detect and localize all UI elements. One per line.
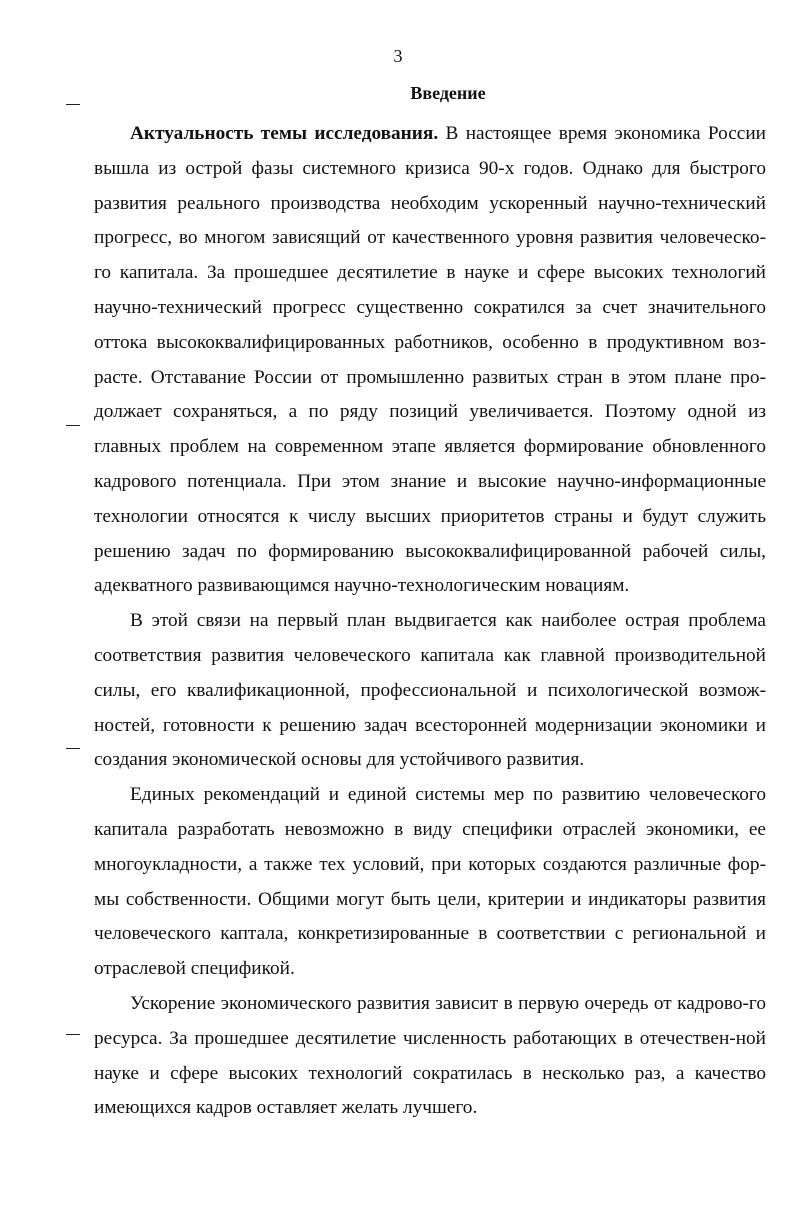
paragraph xyxy=(94,117,766,604)
margin-mark xyxy=(66,104,80,105)
paragraph: В этой связи на первый план выдвигается как наиболее острая проблема соответствия развития человеческого капитала как главной производительной силы, его квалификационной, профессиональной и психологической возмож-ностей, готовности к решению задач всесторонней модернизации экономики и создания экономической основы для устойчивого развития. xyxy=(94,610,766,771)
paragraph-text: В настоящее время экономика России вышла из острой фазы системного кризиса 90-х годов. Однако для быстрого развития реального производства необходим ускоренный научно-технический прогресс, во многом зависящий от качественного уровня развития человеческо-го капитала. За прошедшее десятилетие в науке и сфере высоких технологий научно-технический прогресс существенно сократился за счет значительного оттока высококвалифицированных работников, особенно в продуктивном воз-расте. Отставание России от промышленно развитых стран в этом плане про-должает сохраняться, а по ряду позиций увеличивается. Поэтому одной из главных проблем на современном этапе является формирование обновленного кадрового потенциала. При этом знание и высокие научно-информационные технологии относятся к числу высших приоритетов страны и будут служить решению задач по формированию высококвалифицированной рабочей силы, адекватного развивающимся научно-технологическим новациям. xyxy=(94,123,766,597)
paragraph: Ускорение экономического развития зависит в первую очередь от кадрово-го ресурса. За прошедшее десятилетие численность работающих в отечествен-ной науке и сфере высоких технологий сократилась в несколько раз, а качество имеющихся кадров оставляет желать лучшего. xyxy=(94,992,766,1119)
section-heading: Введение xyxy=(410,83,486,103)
margin-mark xyxy=(66,748,80,749)
document-body xyxy=(94,117,766,1126)
margin-mark xyxy=(66,1034,80,1035)
paragraph: Единых рекомендаций и единой системы мер по развитию человеческого капитала разработать невозможно в виду специфики отраслей экономики, ее многоукладности, а также тех условий, при которых создаются различные фор-мы собственности. Общими могут быть цели, критерии и индикаторы развития человеческого каптала, конкретизированные в соответствии с региональной и отраслевой спецификой. xyxy=(94,784,766,980)
page-number: 3 xyxy=(393,46,403,66)
paragraph-lead: Актуальность темы исследования. xyxy=(130,123,439,144)
margin-mark xyxy=(66,425,80,426)
